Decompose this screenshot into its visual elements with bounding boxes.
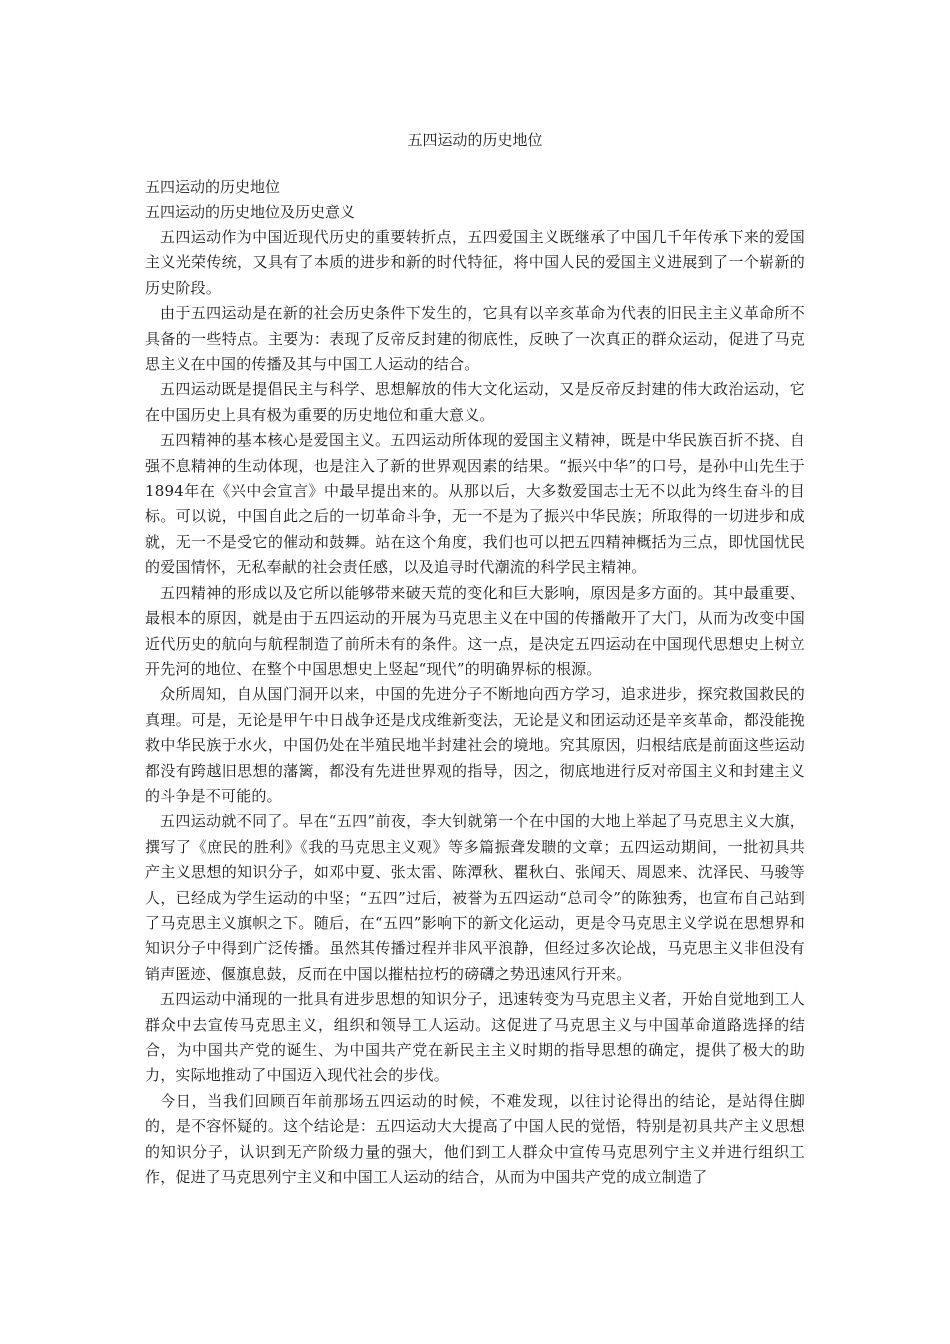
paragraph: 五四运动既是提倡民主与科学、思想解放的伟大文化运动，又是反帝反封建的伟大政治运动，它在中国历史上具有极为重要的历史地位和重大意义。 bbox=[145, 380, 805, 424]
paragraph: 五四精神的基本核心是爱国主义。五四运动所体现的爱国主义精神，既是中华民族百折不挠、自强不息精神的生动体现，也是注入了新的世界观因素的结果。“振兴中华”的口号，是孙中山先生于1894年在《兴中会宣言》中最早提出来的。从那以后，大多数爱国志士无不以此为终生奋斗的目标。可以说，中国自此之后的一切革命斗争，无一不是为了振兴中华民族；所取得的一切进步和成就，无一不是受它的催动和鼓舞。站在这个角度，我们也可以把五四精神概括为三点，即忧国忧民的爱国情怀，无私奉献的社会责任感，以及追寻时代潮流的科学民主精神。 bbox=[145, 431, 805, 577]
paragraph: 由于五四运动是在新的社会历史条件下发生的，它具有以辛亥革命为代表的旧民主主义革命所不具备的一些特点。主要为：表现了反帝反封建的彻底性，反映了一次真正的群众运动，促进了马克思主义在中国的传播及其与中国工人运动的结合。 bbox=[145, 304, 805, 374]
paragraph: 五四精神的形成以及它所以能够带来破天荒的变化和巨大影响，原因是多方面的。其中最重要、最根本的原因，就是由于五四运动的开展为马克思主义在中国的传播敞开了大门，从而为改变中国近代历史的航向与航程制造了前所未有的条件。这一点，是决定五四运动在中国现代思想史上树立开先河的地位、在整个中国思想史上竖起“现代”的明确界标的根源。 bbox=[145, 583, 805, 678]
document-title: 五四运动的历史地位 bbox=[407, 131, 543, 149]
paragraph: 众所周知，自从国门洞开以来，中国的先进分子不断地向西方学习，追求进步，探究救国救民的真理。可是，无论是甲午中日战争还是戊戌维新变法，无论是义和团运动还是辛亥革命，都没能挽救中华民族于水火，中国仍处在半殖民地半封建社会的境地。究其原因，归根结底是前面这些运动都没有跨越旧思想的藩篱，都没有先进世界观的指导，因之，彻底地进行反对帝国主义和封建主义的斗争是不可能的。 bbox=[145, 685, 805, 805]
paragraph: 五四运动中涌现的一批具有进步思想的知识分子，迅速转变为马克思主义者，开始自觉地到工人群众中去宣传马克思主义，组织和领导工人运动。这促进了马克思主义与中国革命道路选择的结合，为中国共产党的诞生、为中国共产党在新民主主义时期的指导思想的确定，提供了极大的助力，实际地推动了中国迈入现代社会的步伐。 bbox=[145, 990, 805, 1085]
paragraph: 五四运动作为中国近现代历史的重要转折点，五四爱国主义既继承了中国几千年传承下来的爱国主义光荣传统，又具有了本质的进步和新的时代特征，将中国人民的爱国主义进展到了一个崭新的历史阶段。 bbox=[145, 228, 805, 297]
section-subheading: 五四运动的历史地位及历史意义 bbox=[145, 203, 356, 221]
paragraph: 今日，当我们回顾百年前那场五四运动的时候，不难发现，以往讨论得出的结论，是站得住脚的，是不容怀疑的。这个结论是：五四运动大大提高了中国人民的觉悟，特别是初具共产主义思想的知识分子，认识到无产阶级力量的强大，他们到工人群众中宣传马克思列宁主义并进行组织工作，促进了马克思列宁主义和中国工人运动的结合，从而为中国共产党的成立制造了 bbox=[145, 1091, 805, 1187]
document-body bbox=[145, 175, 805, 1190]
section-heading: 五四运动的历史地位 bbox=[145, 178, 281, 196]
paragraph: 五四运动就不同了。早在“五四”前夜，李大钊就第一个在中国的大地上举起了马克思主义大旗，撰写了《庶民的胜利》《我的马克思主义观》等多篇振聋发聩的文章；五四运动期间，一批初具共产主义思想的知识分子，如邓中夏、张太雷、陈潭秋、瞿秋白、张闻天、周恩来、沈泽民、马骏等人，已经成为学生运动的中坚；“五四”过后，被誉为五四运动“总司令”的陈独秀，也宣布自己站到了马克思主义旗帜之下。随后，在“五四”影响下的新文化运动，更是令马克思主义学说在思想界和知识分子中得到广泛传播。虽然其传播过程并非风平浪静，但经过多次论战，马克思主义非但没有销声匿迹、偃旗息鼓，反而在中国以摧枯拉朽的磅礴之势迅速风行开来。 bbox=[145, 812, 805, 983]
